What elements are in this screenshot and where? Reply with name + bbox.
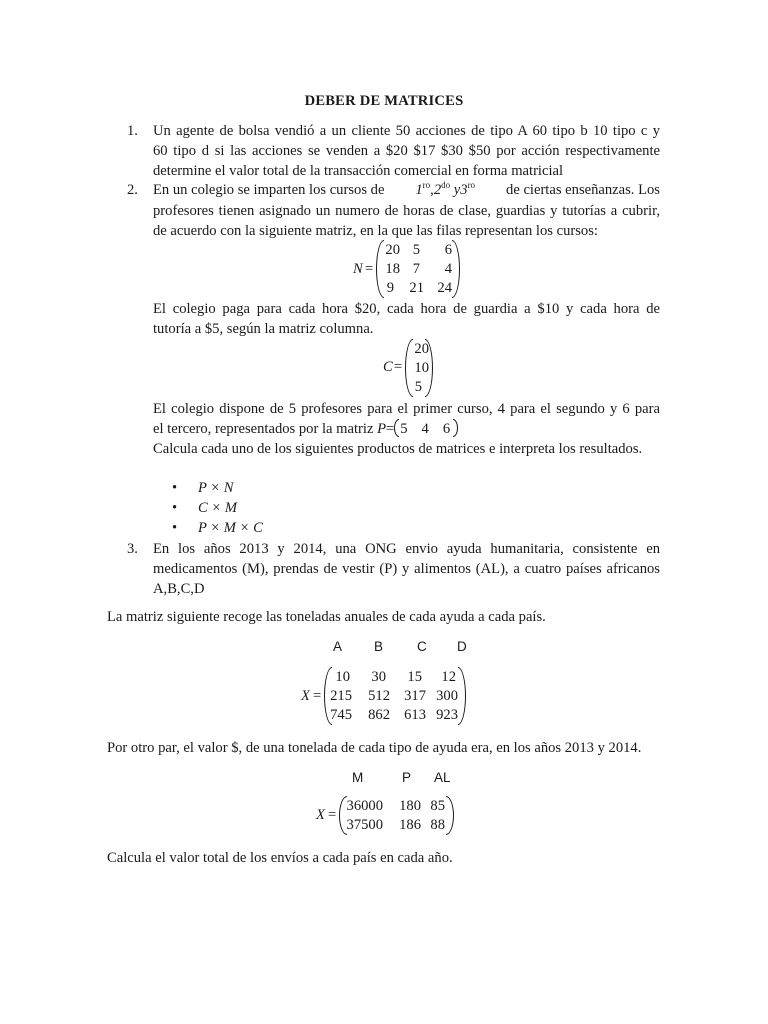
matrix-x1 <box>324 667 466 725</box>
matrix-x1-eq: = <box>313 688 322 704</box>
problem-line: medicamentos (M), prendas de vestir (P) y alimentos (AL), a cuatro países africanos <box>153 561 660 577</box>
paragraph <box>153 299 660 339</box>
closing-paragraph: Calcula el valor total de los envíos a cada país en cada año. <box>107 850 453 866</box>
matrix-cell: 5 <box>400 421 408 437</box>
paragraph-line: Calcula cada uno de los siguientes productos de matrices e interpreta los resultados. <box>153 441 643 457</box>
matrix-cell: 21 <box>409 280 424 296</box>
matrix-p-label: P <box>377 421 386 437</box>
matrix-cell: 10 <box>414 360 429 376</box>
course-list: $1^{ro},2^{do}$ $y3^{ro}$ <box>415 180 476 198</box>
column-header: B <box>374 639 384 654</box>
matrix-cell: 36000 <box>346 798 383 814</box>
matrix-cell: 4 <box>444 261 452 277</box>
matrix-cell: 4 <box>421 421 429 437</box>
list-item-text: P × N <box>198 480 234 496</box>
problem-line: de acuerdo con la siguiente matriz, en la que las filas representan los cursos: <box>153 223 598 239</box>
matrix-c-eq: = <box>394 359 403 375</box>
matrix-cell: 923 <box>436 707 458 723</box>
problem-line: 60 tipo d si las acciones se venden a $20 $17 $30 $50 por acción respectivamente <box>153 143 660 159</box>
matrix-cell: 180 <box>399 798 421 814</box>
matrix-cell: 20 <box>414 341 429 357</box>
problem-line: profesores tienen asignado un numero de horas de clase, guardias y tutorías a cubrir, <box>153 203 660 219</box>
column-header: A <box>333 639 343 654</box>
column-header: AL <box>434 770 451 785</box>
matrix-c-label: C <box>383 359 393 375</box>
problem-number: 3. <box>127 541 138 557</box>
column-header: C <box>417 639 427 654</box>
problem-line: En los años 2013 y 2014, una ONG envio ayuda humanitaria, consistente en <box>153 541 660 557</box>
matrix-cell: 5 <box>414 379 422 395</box>
matrix-cell: 613 <box>404 707 426 723</box>
matrix-cell: 300 <box>436 688 458 704</box>
paren-right <box>446 796 454 835</box>
matrix-cell: 512 <box>368 688 390 704</box>
bullet-icon: • <box>172 480 178 496</box>
problem-number: 2. <box>127 182 138 198</box>
paragraph-line <box>153 419 660 439</box>
matrix-cell: 30 <box>371 669 386 685</box>
column-header: M <box>352 770 364 785</box>
matrix-cell: 9 <box>386 280 394 296</box>
matrix-cell: 745 <box>330 707 352 723</box>
matrix-cell: 37500 <box>346 817 383 833</box>
matrix-cell: 10 <box>335 669 350 685</box>
paragraph: La matriz siguiente recoge las toneladas anuales de cada ayuda a cada país. <box>107 609 546 625</box>
matrix-cell: 88 <box>430 817 445 833</box>
paren-right <box>458 667 466 725</box>
matrix-p-eq: = <box>386 421 395 437</box>
column-header: D <box>457 639 467 654</box>
matrix-cell: 215 <box>330 688 352 704</box>
text-segment: En un colegio se imparten los cursos de <box>153 182 385 198</box>
matrix-cell: 20 <box>385 242 400 258</box>
matrix-cell: 186 <box>399 817 421 833</box>
list-item-text: P × M × C <box>198 520 263 536</box>
list-item-text: C × M <box>198 500 238 516</box>
paren-left <box>394 419 399 437</box>
problem-2 <box>127 180 660 241</box>
matrix-cell: 15 <box>407 669 422 685</box>
matrix-x2-eq: = <box>328 807 337 823</box>
matrix-x2 <box>339 796 454 835</box>
matrix-cell: 6 <box>442 421 451 437</box>
text-segment: el tercero, representados por la matriz <box>153 421 378 437</box>
paragraph-line: tutoría a $5, según la matriz columna. <box>153 321 374 337</box>
problem-3 <box>127 539 660 599</box>
paren-right <box>453 419 458 437</box>
paragraph: Por otro par, el valor $, de una tonelada de cada tipo de ayuda era, en los años 2013 y 2014. <box>107 740 642 756</box>
matrix-cell: 6 <box>444 242 452 258</box>
problem-line: Un agente de bolsa vendió a un cliente 50 acciones de tipo A 60 tipo b 10 tipo c y <box>153 123 660 139</box>
problem-line: A,B,C,D <box>153 581 205 597</box>
problem-line <box>153 180 660 201</box>
matrix-x2-label: X <box>316 807 325 823</box>
paragraph-line: El colegio paga para cada hora $20, cada hora de guardia a $10 y cada hora de <box>153 301 660 317</box>
matrix-n-eq: = <box>365 261 374 277</box>
column-header: P <box>402 770 412 785</box>
matrix-n <box>376 240 460 298</box>
matrix-cell: 862 <box>368 707 390 723</box>
problem-line: determine el valor total de la transacción comercial en forma matricial <box>153 163 564 179</box>
page-title: DEBER DE MATRICES <box>304 93 464 109</box>
matrix-cell: 85 <box>430 798 445 814</box>
matrix-cell: 24 <box>437 280 452 296</box>
matrix-cells <box>376 240 460 298</box>
matrix-x1-label: X <box>301 688 310 704</box>
matrix-n-label: N <box>353 261 363 277</box>
matrix-cell: 7 <box>412 261 420 277</box>
matrix-cell: 12 <box>441 669 456 685</box>
matrix-c <box>405 339 433 397</box>
matrix-cell: 18 <box>385 261 400 277</box>
bullet-icon: • <box>172 500 178 516</box>
matrix-cell: 317 <box>404 688 426 704</box>
matrix-cell: 5 <box>412 242 420 258</box>
text-segment: de ciertas enseñanzas. Los <box>506 182 660 198</box>
bullet-icon: • <box>172 520 178 536</box>
problem-1 <box>127 121 660 181</box>
paragraph <box>153 399 660 459</box>
problem-number: 1. <box>127 123 138 139</box>
paragraph-line: El colegio dispone de 5 profesores para el primer curso, 4 para el segundo y 6 para <box>153 401 660 417</box>
matrix-p <box>394 419 458 437</box>
